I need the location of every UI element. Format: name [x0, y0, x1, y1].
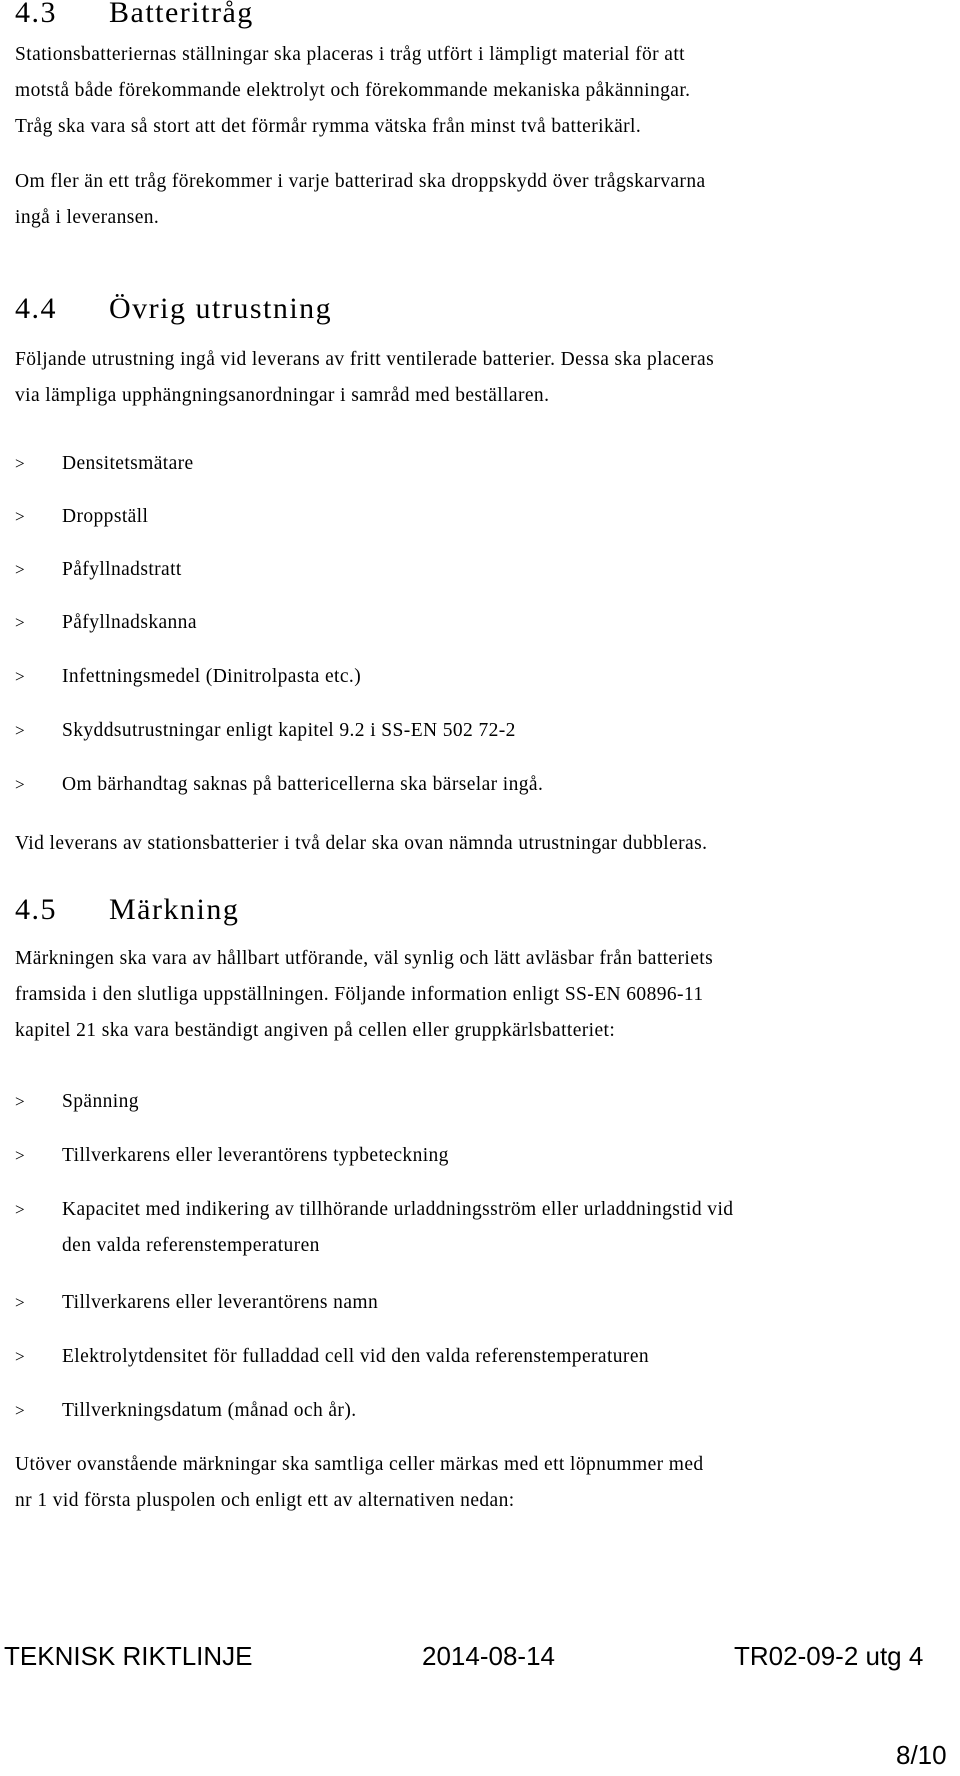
list-item-text: Tillverkarens eller leverantörens typbeteckning [62, 1145, 449, 1166]
section-title: Märkning [109, 893, 240, 926]
list-marker: > [15, 507, 25, 526]
list-marker: > [15, 613, 25, 632]
section-title: Batteritråg [109, 0, 254, 29]
paragraph [15, 941, 945, 1049]
list-item-text: Om bärhandtag saknas på battericellerna ska bärselar ingå. [62, 774, 544, 795]
text-line: nr 1 vid första pluspolen och enligt ett av alternativen nedan: [15, 1490, 515, 1511]
paragraph [15, 342, 945, 414]
page-number: 8/10 [896, 1740, 947, 1770]
list-marker: > [15, 454, 25, 473]
text-line: Följande utrustning ingå vid leverans av fritt ventilerade batterier. Dessa ska placeras [15, 349, 715, 370]
text-line: via lämpliga upphängningsanordningar i samråd med beställaren. [15, 385, 550, 406]
list-item-text: Densitetsmätare [62, 453, 194, 474]
list-item-text: Påfyllnadskanna [62, 612, 197, 633]
text-line: Märkningen ska vara av hållbart utförande, väl synlig och lätt avläsbar från batteriets [15, 948, 714, 969]
list-marker: > [15, 721, 25, 740]
section-number: 4.3 [15, 0, 57, 29]
list-marker: > [15, 1092, 25, 1111]
list-item-text: Skyddsutrustningar enligt kapitel 9.2 i SS-EN 502 72-2 [62, 720, 516, 741]
list-marker: > [15, 1347, 25, 1366]
text-line: Utöver ovanstående märkningar ska samtliga celler märkas med ett löpnummer med [15, 1454, 704, 1475]
paragraph [15, 1447, 945, 1519]
text-line: Vid leverans av stationsbatterier i två delar ska ovan nämnda utrustningar dubbleras. [15, 833, 708, 854]
list-item-text: Droppställ [62, 506, 149, 527]
list-marker: > [15, 1401, 25, 1420]
text-line: kapitel 21 ska vara beständigt angiven på cellen eller gruppkärlsbatteriet: [15, 1020, 616, 1041]
section-title: Övrig utrustning [109, 292, 333, 325]
text-line: motstå både förekommande elektrolyt och förekommande mekaniska påkänningar. [15, 80, 691, 101]
list-item-text: Tillverkarens eller leverantörens namn [62, 1292, 379, 1313]
text-line: Stationsbatteriernas ställningar ska placeras i tråg utfört i lämpligt material för att [15, 44, 685, 65]
text-line: Kapacitet med indikering av tillhörande urladdningsström eller urladdningstid vid [62, 1199, 734, 1220]
section-heading-4-4 [15, 292, 332, 326]
list-item-text: Tillverkningsdatum (månad och år). [62, 1400, 357, 1421]
footer-doc-type: TEKNISK RIKTLINJE [4, 1641, 253, 1671]
footer-doc-id: TR02-09-2 utg 4 [734, 1641, 924, 1671]
list-marker: > [15, 1293, 25, 1312]
footer-date: 2014-08-14 [422, 1641, 555, 1671]
list-marker: > [15, 1200, 25, 1219]
text-line: ingå i leveransen. [15, 207, 160, 228]
list-item-text: Spänning [62, 1091, 139, 1112]
list-item-text [62, 1192, 733, 1264]
paragraph [15, 37, 945, 145]
text-line: framsida i den slutliga uppställningen. Följande information enligt SS-EN 60896-11 [15, 984, 704, 1005]
paragraph [15, 826, 945, 862]
list-marker: > [15, 1146, 25, 1165]
list-item-text: Påfyllnadstratt [62, 559, 182, 580]
list-item-text: Infettningsmedel (Dinitrolpasta etc.) [62, 666, 362, 687]
section-number: 4.5 [15, 893, 57, 926]
section-heading-4-3 [15, 0, 254, 30]
text-line: Om fler än ett tråg förekommer i varje batterirad ska droppskydd över trågskarvarna [15, 171, 706, 192]
list-marker: > [15, 775, 25, 794]
list-item-text: Elektrolytdensitet för fulladdad cell vid den valda referenstemperaturen [62, 1346, 650, 1367]
paragraph [15, 164, 945, 236]
list-marker: > [15, 560, 25, 579]
section-number: 4.4 [15, 292, 57, 325]
text-line: den valda referenstemperaturen [62, 1235, 320, 1256]
list-marker: > [15, 667, 25, 686]
section-heading-4-5 [15, 893, 239, 927]
text-line: Tråg ska vara så stort att det förmår rymma vätska från minst två batterikärl. [15, 116, 642, 137]
